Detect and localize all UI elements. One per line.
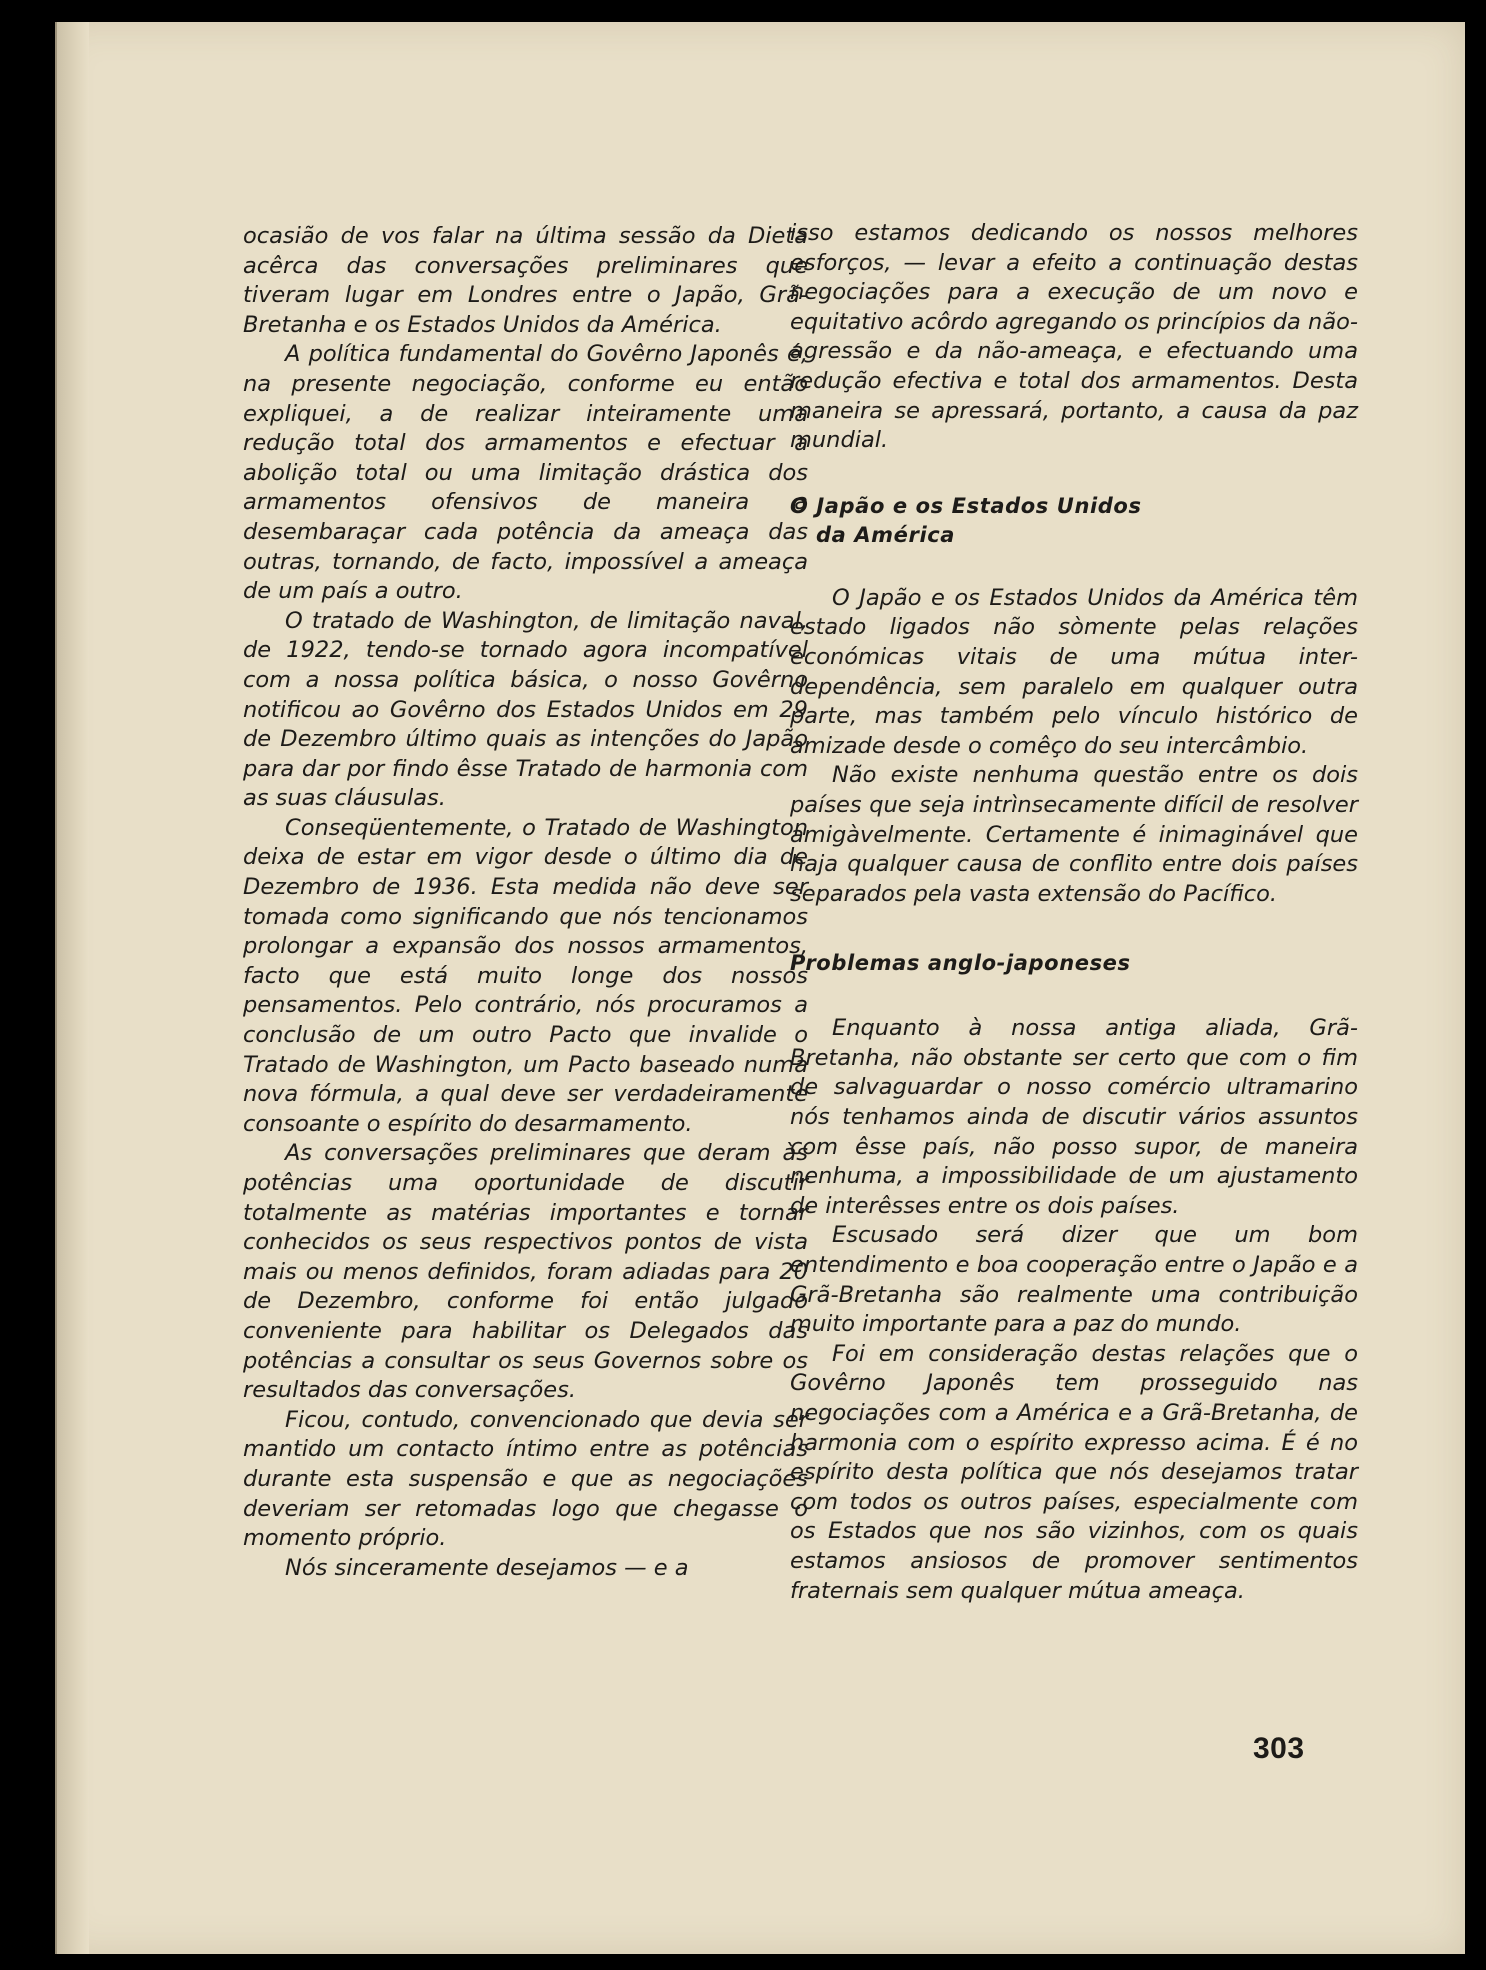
right-paragraph: Escusado será dizer que um bom entendimento e boa cooperação entre o Japão e a Grã-Bretanha são realmente uma contribuição muito importante para a paz do mundo. [790, 1222, 1358, 1338]
section-body-japan-usa [790, 584, 1358, 910]
page-number: 303 [1253, 1732, 1305, 1765]
left-paragraph: Ficou, contudo, convencionado que devia ser mantido um contacto íntimo entre as potências durante esta suspensão e que as negociações deveriam ser retomadas logo que chegasse o momento próprio. [243, 1406, 808, 1552]
right-paragraph: O Japão e os Estados Unidos da América têm estado ligados não sòmente pelas relações económicas vitais de uma mútua inter-dependência, sem paralelo em qualquer outra parte, mas também pelo vínculo histórico de amizade desde o comêço do seu intercâmbio. [790, 584, 1358, 759]
gutter-fold-line [55, 22, 57, 1954]
right-column [790, 219, 1358, 1606]
page-gutter [55, 22, 89, 1954]
left-paragraph: ocasião de vos falar na última sessão da Dieta acêrca das conversações preliminares que tiveram lugar em Londres entre o Japão, Grã-Bretanha e os Estados Unidos da América. [243, 223, 808, 338]
section-heading-line: O Japão e os Estados Unidos [790, 493, 1142, 518]
section-heading-japan-usa [790, 492, 1358, 550]
right-paragraph: Não existe nenhuma questão entre os dois países que seja intrìnsecamente difícil de resolver amigàvelmente. Certamente é inimaginável que haja qualquer causa de conflito entre dois países separados pela vasta extensão do Pacífico. [790, 762, 1358, 907]
left-paragraph: As conversações preliminares que deram às potências uma oportunidade de discutir totalmente as matérias importantes e tornar conhecidos os seus respectivos pontos de vista mais ou menos definidos, foram adiadas para 20 de Dezembro, conforme foi então julgado conveniente para habilitar os Delegados das potências a consultar os seus Governos sobre os resultados das conversações. [243, 1140, 808, 1404]
left-paragraph: Nós sinceramente desejamos — e a [285, 1554, 689, 1581]
document-page [55, 22, 1465, 1954]
left-column [243, 222, 808, 1583]
right-intro-paragraph: isso estamos dedicando os nossos melhores esforços, — levar a efeito a continuação destas negociações para a execução de um novo e equitativo acôrdo agregando os princípios da não-agressão e da não-ameaça, e efectuando uma redução efectiva e total dos armamentos. Desta maneira se apressará, portanto, a causa da paz mundial. [790, 220, 1358, 454]
section-heading-anglo-japanese: Problemas anglo-japoneses [790, 951, 1131, 976]
right-paragraph: Enquanto à nossa antiga aliada, Grã-Bretanha, não obstante ser certo que com o fim de salvaguardar o nosso comércio ultramarino nós tenhamos ainda de discutir vários assuntos com êsse país, não posso supor, de maneira nenhuma, a impossibilidade de um ajustamento de interêsses entre os dois países. [790, 1015, 1358, 1219]
left-paragraph: Conseqüentemente, o Tratado de Washington deixa de estar em vigor desde o último dia de Dezembro de 1936. Esta medida não deve ser tomada como significando que nós tencionamos prolongar a expansão dos nossos armamentos, facto que está muito longe dos nossos pensamentos. Pelo contrário, nós procuramos a conclusão de um outro Pacto que invalide o Tratado de Washington, um Pacto baseado numa nova fórmula, a qual deve ser verdadeiramente consoante o espírito do desarmamento. [243, 814, 808, 1137]
section-heading-line: da América [816, 522, 956, 547]
right-paragraph: Foi em consideração destas relações que o Govêrno Japonês tem prosseguido nas negociações com a América e a Grã-Bretanha, de harmonia com o espírito expresso acima. É é no espírito desta política que nós desejamos tratar com todos os outros países, especialmente com os Estados que nos são vizinhos, com os quais estamos ansiosos de promover sentimentos fraternais sem qualquer mútua ameaça. [790, 1340, 1358, 1604]
left-paragraph: O tratado de Washington, de limitação naval, de 1922, tendo-se tornado agora incompatível com a nossa política básica, o nosso Govêrno notificou ao Govêrno dos Estados Unidos em 29 de Dezembro último quais as intenções do Japão para dar por findo êsse Tratado de harmonia com as suas cláusulas. [243, 607, 808, 812]
section-body-anglo-japanese [790, 1014, 1358, 1606]
left-paragraph: A política fundamental do Govêrno Japonês é, na presente negociação, conforme eu então expliquei, a de realizar inteiramente uma redução total dos armamentos e efectuar a abolição total ou uma limitação drástica dos armamentos ofensivos de maneira a desembaraçar cada potência da ameaça das outras, tornando, de facto, impossível a ameaça de um país a outro. [243, 341, 808, 605]
